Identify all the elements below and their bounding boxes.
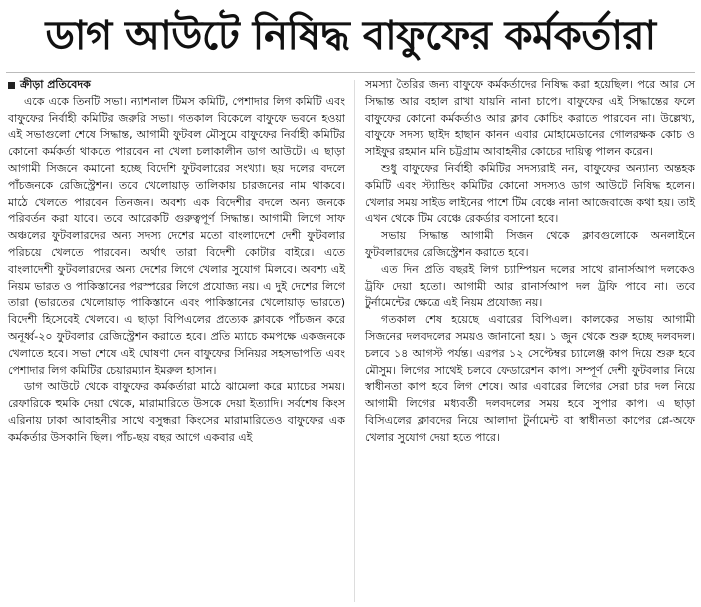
paragraph: সমস্যা তৈরির জন্য বাফুফে কর্মকর্তাদের নিষিদ্ধ করা হয়েছিল। পরে আর সে সিদ্ধান্ত আর বহাল রাখা যায়নি নানা চাপে। বাফুফের এই সিদ্ধান্তের ফলে বাফুফের কোনো কর্মকর্তাও আর ক্লাব কোচিং করাতে পারবেন না। উল্লেখ্য, বাফুফে সদস্য ছাইদ হাছান কানন এবার মোহামেডানের গোলরক্ষক কোচ ও সাইফুর রহমান মনি চট্টগ্রাম আবাহনীর কোচের দায়িত্ব পালন করেন। — [365, 78, 695, 159]
headline: ডাগ আউটে নিষিদ্ধ বাফুফের কর্মকর্তারা — [45, 13, 656, 59]
paragraph: এত দিন প্রতি বছরই লিগ চ্যাম্পিয়ন দলের সাথে রানার্সআপ দলকেও ট্রফি দেয়া হতো। আগামী আর রানার্সআপ দল ট্রফি পাবে না। তবে টুর্নামেন্টের ক্ষেত্রে এই নিয়ম প্রযোজ্য নয়। — [365, 262, 695, 310]
column-divider — [354, 80, 355, 602]
article-left-column — [8, 77, 345, 447]
paragraph: সভায় সিদ্ধান্ত আগামী সিজন থেকে ক্লাবগুলোকে অনলাইনে ফুটবলারদের রেজিস্ট্রেশন করাতে হবে। — [365, 229, 695, 259]
byline-bullet-icon — [8, 82, 15, 89]
paragraph: একে একে তিনটি সভা। ন্যাশনাল টিমস কমিটি, পেশাদার লিগ কমিটি এবং বাফুফের নির্বাহী কমিটির জরুরি সভা। গতকাল বিকেলে বাফুফে ভবনে হওয়া এই সভাগুলো শেষে সিদ্ধান্ত, আগামী ফুটবল মৌসুমে বাফুফের নির্বাহী কমিটির কোনো কর্মকর্তা থাকতে পারবেন না খেলা চলাকালীন ডাগ আউটে। এ ছাড়া আগামী সিজনে কমানো হচ্ছে বিদেশি ফুটবলারের সংখ্যা। ছয় দলের বদলে পাঁচজনকে রেজিস্ট্রেশন। তবে খেলোয়াড় তালিকায় চারজনের নাম থাকবে। মাঠে খেলতে পারবেন তিনজন। অবশ্য এক বিদেশীর বদলে অন্য জনকে পরিবর্তন করা যাবে। তবে আরেকটি গুরুত্বপূর্ণ সিদ্ধান্ত। আগামী লিগে সাফ অঞ্চলের ফুটবলারদের অন্য সদস্য দেশের মতো বাংলাদেশে দেশী ফুটবলার পরিচয়ে খেলতে পারবেন। অর্থাৎ তারা বিদেশী কোটার বাইরে। এতে বাংলাদেশী ফুটবলারদের অন্য দেশের লিগে খেলার সুযোগ মিলবে। অবশ্য এই নিয়ম ভারত ও পাকিস্তানের পরস্পরের লিগে প্রযোজ্য নয়। এ দুই দেশের লিগে তারা (ভারতের খেলোয়াড় পাকিস্তানে এবং পাকিস্তানের খেলোয়াড় ভারতে) বিদেশী হিসেবেই খেলবে। এ ছাড়া বিপিএলের প্রত্যেক ক্লাবকে পাঁচজন করে অনূর্ধ্ব-২০ ফুটবলার রেজিস্ট্রেশন করাতে হবে। প্রতি ম্যাচে কমপক্ষে একজনকে খেলাতে হবে। সভা শেষে এই ঘোষণা দেন বাফুফের সিনিয়র সহসভাপতি এবং পেশাদার লিগ কমিটির চেয়ারম্যান ইমরুল হাসান। — [8, 94, 345, 377]
byline-text: ক্রীড়া প্রতিবেদক — [20, 78, 91, 91]
paragraph: ডাগ আউটে থেকে বাফুফের কর্মকর্তারা মাঠে ঝামেলা করে ম্যাচের সময়। রেফারিকে হুমকি দেয়া থেকে, মারামারিতে উসকে দেয়া ইত্যাদি। সর্বশেষ কিংস এরিনায় ঢাকা আবাহনীর সাথে বসুন্ধরা কিংসের মারামারিতেও বাফুফের এক কর্মকর্তার উসকানি ছিল। পাঁচ-ছয় বছর আগে একবার এই — [8, 380, 345, 444]
article-right-column — [365, 77, 695, 447]
paragraph: গতকাল শেষ হয়েছে এবারের বিপিএল। কালকের সভায় আগামী সিজনের দলবদলের সময়ও জানানো হয়। ১ জুন থেকে শুরু হচ্ছে দলবদল। চলবে ১৪ আগস্ট পর্যন্ত। এরপর ১২ সেপ্টেম্বর চ্যালেঞ্জ কাপ দিয়ে শুরু হবে মৌসুম। লিগের সাথেই চলবে ফেডারেশন কাপ। সম্পূর্ণ দেশী ফুটবলার নিয়ে স্বাধীনতা কাপ হবে লিগ শেষে। আর এবারের লিগের সেরা চার দল নিয়ে আগামী লিগের মধ্যবর্তী দলবদলের সময় হবে সুপার কাপ। এ ছাড়া বিসিএলের ক্লাবদের নিয়ে আলাদা টুর্নামেন্ট বা স্বাধীনতা কাপের প্লে-অফে খেলার সুযোগ দেয়া হতে পারে। — [365, 313, 695, 444]
byline — [8, 77, 345, 94]
paragraph: শুধু বাফুফের নির্বাহী কমিটির সদস্যরাই নন, বাফুফের অন্যান্য অন্তহক কমিটি এবং স্ট্যান্ডিং কমিটির কোনো সদস্যও ডাগ আউটে নিষিদ্ধ হলেন। খেলার সময় সাইড লাইনের পাশে টিম বেঞ্চে নানা আজেবাজে কথা হয়। তাই এখন থেকে টিম বেঞ্চে রেকর্ডার বসানো হবে। — [365, 161, 695, 226]
headline-rule — [6, 72, 695, 73]
